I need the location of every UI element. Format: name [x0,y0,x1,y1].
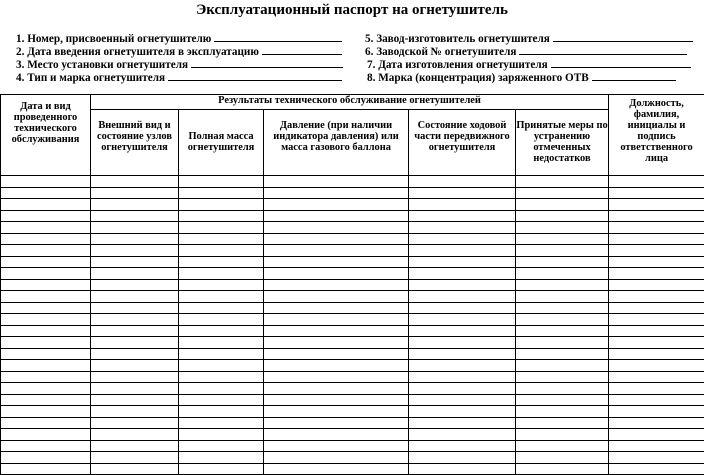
table-cell[interactable] [91,245,179,257]
table-cell[interactable] [91,279,179,291]
field-type-and-brand [16,70,342,84]
table-cell[interactable] [1,176,91,188]
table-cell[interactable] [609,452,704,464]
table-cell[interactable] [179,337,264,349]
table-cell[interactable] [264,371,409,383]
table-cell[interactable] [179,360,264,372]
table-cell[interactable] [516,417,609,429]
field-blank[interactable] [592,70,676,81]
table-cell[interactable] [1,383,91,395]
table-cell[interactable] [516,210,609,222]
header-measures-taken [516,110,609,176]
table-cell[interactable] [264,394,409,406]
table-cell[interactable] [609,383,704,395]
table-cell[interactable] [179,176,264,188]
table-cell[interactable] [609,245,704,257]
page-title: Эксплуатационный паспорт на огнетушитель [0,2,704,19]
table-cell[interactable] [91,429,179,441]
header-appearance [91,110,179,176]
table-cell[interactable] [264,302,409,314]
header-label: Полная масса огнетушителя [179,112,263,153]
table-cell[interactable] [609,440,704,452]
table-cell[interactable] [609,337,704,349]
field-label: 2. Дата введения огнетушителя в эксплуатацию [16,46,259,58]
table-row [1,325,704,337]
table-cell[interactable] [516,406,609,418]
table-cell[interactable] [609,222,704,234]
table-cell[interactable] [1,360,91,372]
header-label: Должность, фамилия, инициалы и подпись ответственного лица [609,98,704,164]
table-cell[interactable] [179,199,264,211]
table-cell[interactable] [264,452,409,464]
table-row [1,406,704,418]
table-cell[interactable] [609,291,704,303]
table-cell[interactable] [91,417,179,429]
table-cell[interactable] [516,302,609,314]
table-cell[interactable] [1,348,91,360]
table-cell[interactable] [609,187,704,199]
field-agent-brand [367,70,676,84]
table-cell[interactable] [609,256,704,268]
header-date-and-type [1,95,91,176]
table-cell[interactable] [179,406,264,418]
table-cell[interactable] [516,314,609,326]
table-cell[interactable] [264,429,409,441]
table-row [1,210,704,222]
table-cell[interactable] [264,383,409,395]
header-responsible-person [609,95,704,176]
table-cell[interactable] [264,210,409,222]
table-cell[interactable] [1,440,91,452]
table-cell[interactable] [91,199,179,211]
field-installation-place [16,57,343,71]
table-cell[interactable] [609,233,704,245]
table-cell[interactable] [409,371,516,383]
table-cell[interactable] [409,199,516,211]
table-cell[interactable] [264,187,409,199]
table-row [1,360,704,372]
header-chassis-condition [409,110,516,176]
table-cell[interactable] [179,268,264,280]
table-cell[interactable] [609,360,704,372]
table-row [1,187,704,199]
table-cell[interactable] [409,463,516,475]
table-cell[interactable] [91,337,179,349]
table-cell[interactable] [409,233,516,245]
table-cell[interactable] [264,348,409,360]
table-row [1,268,704,280]
table-cell[interactable] [91,406,179,418]
header-full-mass [179,110,264,176]
table-row [1,256,704,268]
table-cell[interactable] [91,360,179,372]
table-cell[interactable] [409,222,516,234]
table-row [1,383,704,395]
table-cell[interactable] [609,429,704,441]
table-cell[interactable] [609,325,704,337]
table-cell[interactable] [91,256,179,268]
table-cell[interactable] [609,314,704,326]
table-cell[interactable] [409,325,516,337]
table-row [1,245,704,257]
table-cell[interactable] [1,429,91,441]
table-cell[interactable] [409,383,516,395]
table-cell[interactable] [1,314,91,326]
table-cell[interactable] [409,452,516,464]
table-cell[interactable] [91,394,179,406]
table-cell[interactable] [609,199,704,211]
table-cell[interactable] [179,256,264,268]
table-cell[interactable] [264,176,409,188]
header-label: Состояние ходовой части передвижного огнетушителя [409,112,515,153]
field-blank[interactable] [168,70,342,81]
table-cell[interactable] [516,325,609,337]
table-cell[interactable] [516,256,609,268]
table-cell[interactable] [409,394,516,406]
table-cell[interactable] [179,452,264,464]
table-cell[interactable] [179,233,264,245]
table-cell[interactable] [264,256,409,268]
table-row [1,279,704,291]
field-manufacture-date [367,57,691,71]
table-cell[interactable] [91,187,179,199]
field-commissioning-date [16,44,342,58]
table-cell[interactable] [409,210,516,222]
table-cell[interactable] [1,463,91,475]
table-cell[interactable] [264,417,409,429]
header-label: Дата и вид проведенного технического обслуживания [1,98,90,145]
table-cell[interactable] [1,417,91,429]
table-cell[interactable] [516,199,609,211]
table-row [1,199,704,211]
table-cell[interactable] [91,222,179,234]
table-cell[interactable] [264,279,409,291]
table-cell[interactable] [609,176,704,188]
table-row [1,314,704,326]
table-cell[interactable] [264,463,409,475]
table-cell[interactable] [609,463,704,475]
field-label: 1. Номер, присвоенный огнетушителю [16,33,211,45]
table-row [1,371,704,383]
table-row [1,337,704,349]
table-row [1,291,704,303]
table-cell[interactable] [409,360,516,372]
table-cell[interactable] [516,440,609,452]
table-cell[interactable] [409,314,516,326]
table-cell[interactable] [179,222,264,234]
table-cell[interactable] [516,429,609,441]
table-cell[interactable] [516,360,609,372]
table-cell[interactable] [91,383,179,395]
table-cell[interactable] [1,256,91,268]
table-cell[interactable] [264,268,409,280]
table-cell[interactable] [516,394,609,406]
table-cell[interactable] [1,325,91,337]
table-cell[interactable] [409,406,516,418]
table-cell[interactable] [409,176,516,188]
table-cell[interactable] [1,291,91,303]
table-row [1,463,704,475]
table-cell[interactable] [1,233,91,245]
table-cell[interactable] [264,233,409,245]
field-label: 4. Тип и марка огнетушителя [16,72,165,84]
table-cell[interactable] [1,268,91,280]
table-cell[interactable] [516,233,609,245]
table-cell[interactable] [516,383,609,395]
table-row [1,440,704,452]
table-cell[interactable] [1,187,91,199]
field-label: 7. Дата изготовления огнетушителя [367,59,548,71]
table-cell[interactable] [91,371,179,383]
field-serial-number [365,44,687,58]
table-cell[interactable] [409,429,516,441]
table-cell[interactable] [516,279,609,291]
table-cell[interactable] [1,371,91,383]
table-cell[interactable] [1,199,91,211]
table-cell[interactable] [264,314,409,326]
table-cell[interactable] [179,348,264,360]
table-cell[interactable] [264,199,409,211]
table-cell[interactable] [179,463,264,475]
maintenance-log-table [0,94,704,475]
table-cell[interactable] [91,233,179,245]
table-row [1,429,704,441]
table-cell[interactable] [609,348,704,360]
table-cell[interactable] [264,222,409,234]
table-cell[interactable] [1,210,91,222]
table-cell[interactable] [91,291,179,303]
table-cell[interactable] [264,325,409,337]
table-cell[interactable] [409,291,516,303]
table-row [1,452,704,464]
table-cell[interactable] [179,371,264,383]
field-manufacturer [365,31,693,45]
field-blank[interactable] [551,57,691,68]
field-blank[interactable] [519,44,687,55]
table-cell[interactable] [179,279,264,291]
table-cell[interactable] [91,302,179,314]
table-cell[interactable] [516,176,609,188]
table-cell[interactable] [1,245,91,257]
table-cell[interactable] [516,337,609,349]
table-cell[interactable] [264,360,409,372]
table-cell[interactable] [609,268,704,280]
table-cell[interactable] [264,440,409,452]
table-cell[interactable] [609,394,704,406]
field-label: 5. Завод-изготовитель огнетушителя [365,33,550,45]
table-cell[interactable] [516,187,609,199]
field-blank[interactable] [191,57,343,68]
table-cell[interactable] [609,302,704,314]
table-row [1,233,704,245]
table-cell[interactable] [409,245,516,257]
table-cell[interactable] [1,452,91,464]
field-blank[interactable] [262,44,342,55]
table-cell[interactable] [609,371,704,383]
table-cell[interactable] [91,440,179,452]
table-cell[interactable] [609,417,704,429]
header-label: Давление (при наличии индикатора давления) или масса газового баллона [264,112,408,153]
table-cell[interactable] [1,302,91,314]
table-cell[interactable] [409,302,516,314]
table-cell[interactable] [179,302,264,314]
table-cell[interactable] [609,279,704,291]
table-cell[interactable] [91,210,179,222]
table-cell[interactable] [516,371,609,383]
table-cell[interactable] [409,268,516,280]
table-cell[interactable] [409,417,516,429]
table-cell[interactable] [179,417,264,429]
header-pressure [264,110,409,176]
table-cell[interactable] [516,452,609,464]
table-cell[interactable] [516,268,609,280]
table-cell[interactable] [409,348,516,360]
header-label: Результаты технического обслуживание огнетушителей [91,95,608,106]
table-cell[interactable] [179,383,264,395]
table-cell[interactable] [1,337,91,349]
table-cell[interactable] [409,337,516,349]
table-cell[interactable] [179,245,264,257]
table-row [1,417,704,429]
table-cell[interactable] [264,406,409,418]
field-blank[interactable] [553,31,693,42]
table-row [1,176,704,188]
field-extinguisher-number [16,31,342,45]
table-cell[interactable] [91,176,179,188]
table-cell[interactable] [609,210,704,222]
table-cell[interactable] [264,291,409,303]
table-cell[interactable] [409,279,516,291]
table-cell[interactable] [1,406,91,418]
header-results-group [91,95,609,110]
table-cell[interactable] [609,406,704,418]
table-cell[interactable] [91,452,179,464]
table-cell[interactable] [91,314,179,326]
field-label: 8. Марка (концентрация) заряженного ОТВ [367,72,589,84]
header-label: Внешний вид и состояние узлов огнетушителя [91,112,178,153]
table-row [1,222,704,234]
table-cell[interactable] [179,440,264,452]
table-cell[interactable] [179,314,264,326]
table-cell[interactable] [409,187,516,199]
table-cell[interactable] [91,268,179,280]
table-cell[interactable] [179,210,264,222]
table-cell[interactable] [264,337,409,349]
table-cell[interactable] [409,440,516,452]
table-cell[interactable] [516,222,609,234]
table-cell[interactable] [179,187,264,199]
field-blank[interactable] [214,31,342,42]
table-row [1,348,704,360]
field-label: 6. Заводской № огнетушителя [365,46,516,58]
table-cell[interactable] [179,394,264,406]
table-cell[interactable] [516,245,609,257]
table-cell[interactable] [91,325,179,337]
table-row [1,302,704,314]
table-cell[interactable] [1,222,91,234]
table-cell[interactable] [1,279,91,291]
table-cell[interactable] [516,291,609,303]
table-cell[interactable] [179,325,264,337]
header-label: Принятые меры по устранению отмеченных недостатков [516,112,608,164]
table-cell[interactable] [1,394,91,406]
table-row [1,394,704,406]
table-cell[interactable] [516,348,609,360]
table-cell[interactable] [409,256,516,268]
field-label: 3. Место установки огнетушителя [16,59,188,71]
table-cell[interactable] [91,463,179,475]
table-cell[interactable] [179,429,264,441]
table-cell[interactable] [516,463,609,475]
table-cell[interactable] [91,348,179,360]
table-cell[interactable] [264,245,409,257]
table-cell[interactable] [179,291,264,303]
